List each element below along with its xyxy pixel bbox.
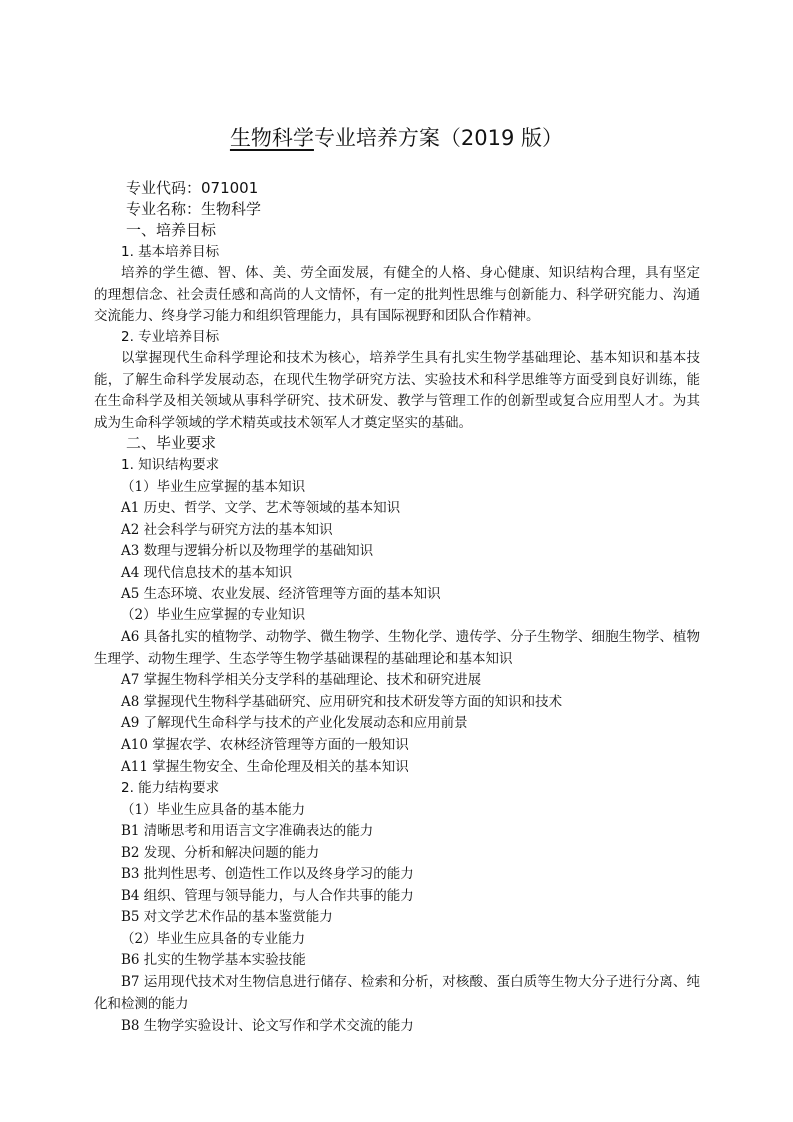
section1-sub2-text: 以掌握现代生命科学理论和技术为核心，培养学生具有扎实生物学基础理论、基本知识和基本技能，了解生命科学发展动态，在现代生物学研究方法、实验技术和科学思维等方面受到良好训练，能在生命科学及相关领域从事科学研究、技术研发、教学与管理工作的创新型或复合应用型人才。为其成为生命科学领域的学术精英或技术领军人才奠定坚实的基础。 xyxy=(94,350,700,431)
ability-pro-heading: （2）毕业生应具备的专业能力 xyxy=(121,931,306,947)
knowledge-pro-heading: （2）毕业生应掌握的专业知识 xyxy=(121,607,306,623)
list-item: B2 发现、分析和解决问题的能力 xyxy=(121,845,320,861)
list-item: B6 扎实的生物学基本实验技能 xyxy=(121,952,306,968)
list-item: A1 历史、哲学、文学、艺术等领域的基本知识 xyxy=(121,500,401,516)
list-item: A2 社会科学与研究方法的基本知识 xyxy=(121,522,333,538)
list-item: A9 了解现代生命科学与技术的产业化发展动态和应用前景 xyxy=(121,715,468,731)
section1-sub2-heading: 2. 专业培养目标 xyxy=(121,329,220,345)
ability-basic-heading: （1）毕业生应具备的基本能力 xyxy=(121,802,306,818)
list-item: A11 掌握生物安全、生命伦理及相关的基本知识 xyxy=(121,759,409,775)
list-item: A3 数理与逻辑分析以及物理学的基础知识 xyxy=(121,543,374,559)
list-item: A10 掌握农学、农林经济管理等方面的一般知识 xyxy=(121,737,409,753)
major-code: 专业代码：071001 xyxy=(126,179,259,197)
knowledge-basic-heading: （1）毕业生应掌握的基本知识 xyxy=(121,479,306,495)
section1-sub1-text: 培养的学生德、智、体、美、劳全面发展，有健全的人格、身心健康、知识结构合理，具有坚定的理想信念、社会责任感和高尚的人文情怀，有一定的批判性思维与创新能力、科学研究能力、沟通交流能力、终身学习能力和组织管理能力，具有国际视野和团队合作精神。 xyxy=(94,265,700,324)
document-title xyxy=(0,124,793,152)
list-item: B7 运用现代技术对生物信息进行储存、检索和分析，对核酸、蛋白质等生物大分子进行分离、纯化和检测的能力 xyxy=(94,974,700,1012)
list-item: B4 组织、管理与领导能力，与人合作共事的能力 xyxy=(121,888,414,904)
list-item: A4 现代信息技术的基本知识 xyxy=(121,565,293,581)
list-item: B8 生物学实验设计、论文写作和学术交流的能力 xyxy=(121,1018,414,1034)
section2-heading: 二、毕业要求 xyxy=(126,434,217,452)
title-rest: 专业培养方案（2019 版） xyxy=(313,126,564,150)
list-item: A7 掌握生物科学相关分支学科的基础理论、技术和研究进展 xyxy=(121,672,482,688)
section1-sub1-heading: 1. 基本培养目标 xyxy=(121,244,220,260)
list-item: A5 生态环境、农业发展、经济管理等方面的基本知识 xyxy=(121,586,441,602)
list-item: B1 清晰思考和用语言文字准确表达的能力 xyxy=(121,823,374,839)
list-item: A6 具备扎实的植物学、动物学、微生物学、生物化学、遗传学、分子生物学、细胞生物学、植物生理学、动物生理学、生态学等生物学基础课程的基础理论和基本知识 xyxy=(94,629,700,667)
list-item: B5 对文学艺术作品的基本鉴赏能力 xyxy=(121,909,333,925)
knowledge-heading: 1. 知识结构要求 xyxy=(121,457,220,473)
section1-heading: 一、培养目标 xyxy=(126,221,217,239)
list-item: B3 批判性思考、创造性工作以及终身学习的能力 xyxy=(121,866,414,882)
ability-heading: 2. 能力结构要求 xyxy=(121,780,220,796)
major-name: 专业名称：生物科学 xyxy=(126,200,262,218)
title-underlined: 生物科学 xyxy=(229,126,314,150)
list-item: A8 掌握现代生物科学基础研究、应用研究和技术研发等方面的知识和技术 xyxy=(121,694,563,710)
